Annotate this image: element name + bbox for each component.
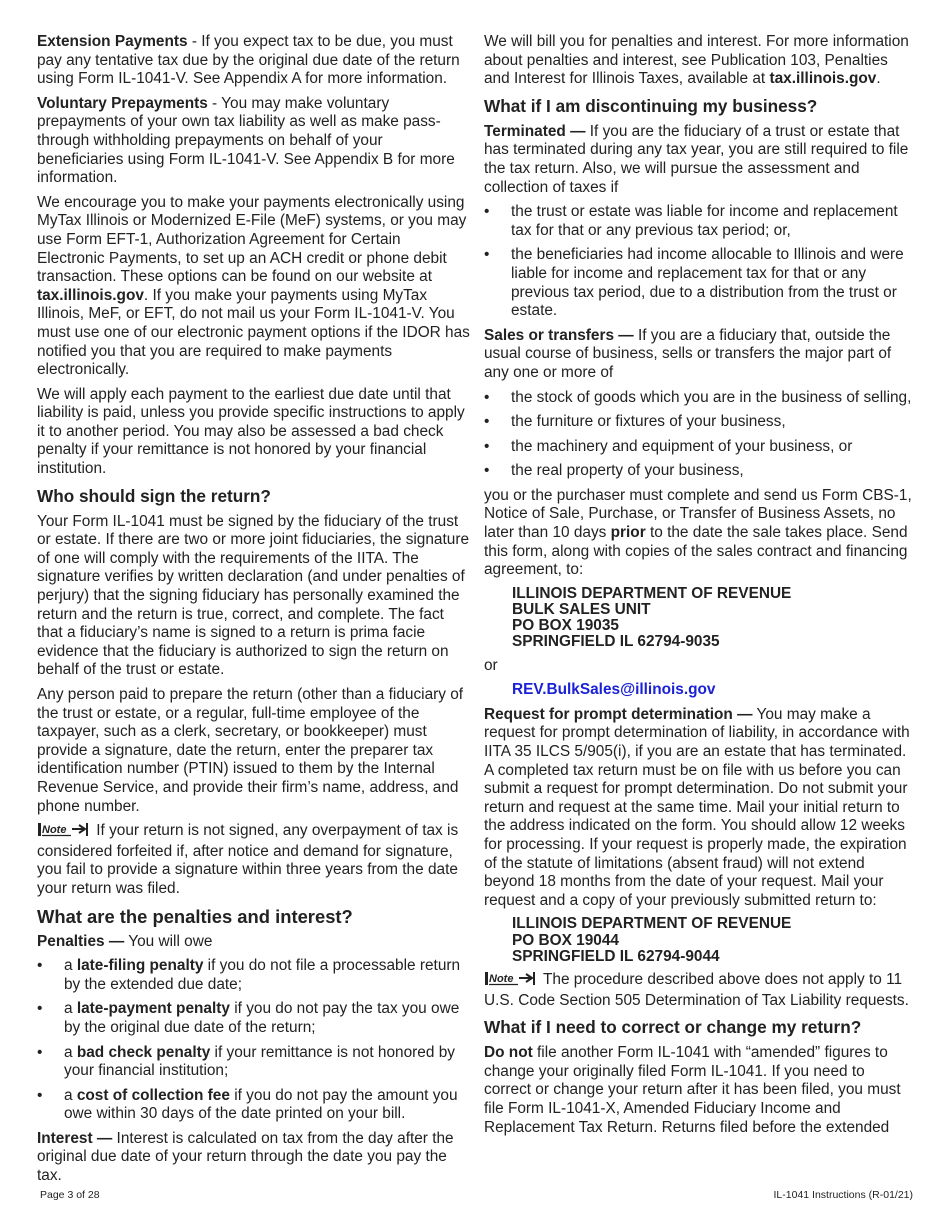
page-number: Page 3 of 28	[40, 1189, 100, 1201]
penalties-intro: Penalties — You will owe	[37, 932, 213, 950]
terminated-list	[484, 203, 916, 321]
voluntary-prepayments-paragraph: Voluntary Prepayments - You may make voluntary prepayments of your own tax liability as well as make pass-through withholding prepayments on behalf of your beneficiaries using Form IL-1041-V. See Appendix B for more information.	[37, 94, 455, 187]
note-unsigned-paragraph: Note If your return is not signed, any overpayment of tax is considered forfeited if, after notice and demand for signature, you fail to provide a signature within three years from the date your return was filed.	[37, 822, 459, 897]
discontinuing-heading: What if I am discontinuing my business?	[484, 95, 818, 116]
svg-text:Note: Note	[489, 972, 514, 985]
prompt-determination-address: ILLINOIS DEPARTMENT OF REVENUE PO BOX 19044 SPRINGFIELD IL 62794-9044	[512, 915, 792, 965]
interest-paragraph: Interest — Interest is calculated on tax from the day after the original due date of your return through the date you pay the tax.	[37, 1129, 454, 1185]
note-icon	[484, 971, 536, 992]
list-item: • a late-filing penalty if you do not file a processable return by the extended due date;	[37, 957, 470, 994]
billing-paragraph: We will bill you for penalties and interest. For more information about penalties and interest, see Publication 103, Penalties and Interest for Illinois Taxes, available at tax.illinois.gov.	[484, 33, 909, 88]
list-item: • a cost of collection fee if you do not pay the amount you owe within 30 days of the date printed on your bill.	[37, 1087, 470, 1124]
list-item: • the furniture or fixtures of your business,	[484, 413, 916, 432]
electronic-payments-paragraph: We encourage you to make your payments electronically using MyTax Illinois or Modernized E-File (MeF) systems, or you may use Form EFT-1, Authorization Agreement for Certain Electronic Payments, to set up an ACH credit or phone debit transaction. These options can be found on our website at tax.illinois.gov. If you make your payments using MyTax Illinois, MeF, or EFT, do not mail us your Form IL-1041-V. You must use one of our electronic payment options if the IDOR has notified you that you are required to make payments electronically.	[37, 193, 470, 379]
or-text: or	[484, 656, 498, 674]
form-identifier: IL-1041 Instructions (R-01/21)	[773, 1189, 913, 1201]
note-icon	[37, 822, 89, 843]
list-item: • the trust or estate was liable for income and replacement tax for that or any previous tax period; or,	[484, 203, 916, 240]
left-column	[37, 33, 470, 1192]
list-item: • the stock of goods which you are in the business of selling,	[484, 389, 916, 408]
list-item: • a late-payment penalty if you do not pay the tax you owe by the original due date of the return;	[37, 1000, 470, 1037]
list-item: • the machinery and equipment of your business, or	[484, 438, 916, 457]
list-item: • a bad check penalty if your remittance is not honored by your financial institution;	[37, 1044, 470, 1081]
extension-payments-paragraph: Extension Payments - If you expect tax to be due, you must pay any tentative tax due by the original due date of the return using Form IL-1041-V. See Appendix A for more information.	[37, 33, 460, 88]
list-item: • the real property of your business,	[484, 462, 916, 481]
penalties-heading: What are the penalties and interest?	[37, 905, 353, 927]
svg-text:Note: Note	[42, 824, 67, 837]
payment-application-paragraph: We will apply each payment to the earliest due date until that liability is paid, unless you provide specific instructions to apply it to another period. You may also be assessed a bad check penalty if your remittance is not honored by your financial institution.	[37, 385, 465, 478]
website-link[interactable]: tax.illinois.gov	[769, 70, 877, 88]
website-link[interactable]: tax.illinois.gov	[37, 286, 144, 304]
sales-list	[484, 389, 916, 481]
amended-paragraph: Do not file another Form IL-1041 with “amended” figures to change your originally filed Form IL-1041. If you need to correct or change your return after it has been filed, you must file Form IL-1041-X, Amended Fiduciary Income and Replacement Tax Return. Returns filed before the extended	[484, 1044, 901, 1136]
purchaser-paragraph: you or the purchaser must complete and send us Form CBS-1, Notice of Sale, Purchase, or Transfer of Business Assets, no later than 10 days prior to the date the sale takes place. Send this form, along with copies of the sales contract and financing agreement, to:	[484, 486, 912, 579]
prompt-determination-paragraph: Request for prompt determination — You may make a request for prompt determination of liability, in accordance with IITA 35 ILCS 5/905(i), if you are an estate that has terminated. A completed tax return must be on file with us before you can submit a request for prompt determination. Do not submit your return and request at the same time. Mail your initial return to the address indicated on the form. You should allow 12 weeks for processing. If your request is properly made, the expiration of the statute of limitations (absent fraud) will not extend beyond 18 months from the date of your request. Mail your request and a copy of your previously submitted return to:	[484, 705, 910, 909]
terminated-paragraph: Terminated — If you are the fiduciary of a trust or estate that has terminated during any tax year, you are still required to file the tax return. Also, we will pursue the assessment and collection of taxes if	[484, 122, 909, 196]
bulk-sales-email-link[interactable]: REV.BulkSales@illinois.gov	[512, 681, 716, 699]
penalties-list	[37, 957, 470, 1124]
fiduciary-sign-paragraph: Your Form IL-1041 must be signed by the fiduciary of the trust or estate. If there are two or more joint fiduciaries, the signature of one will comply with the requirements of the IITA. The signature verifies by written declaration (and under penalties of perjury) that the signing fiduciary has personally examined the return and the return is true, correct, and complete. The fact that a fiduciary’s name is signed to a return is prima facie evidence that the fiduciary is authorized to sign the return on behalf of the trust or estate.	[37, 512, 470, 679]
preparer-sign-paragraph: Any person paid to prepare the return (other than a fiduciary of the trust or estate, or a regular, full-time employee of the taxpayer, such as a clerk, secretary, or bookkeeper) must provide a signature, date the return, enter the preparer tax identification number (PTIN) issued to them by the Internal Revenue Service, and provide their firm’s name, address, and phone number.	[37, 686, 464, 815]
note-procedure-paragraph: Note The procedure described above does not apply to 11 U.S. Code Section 505 Determination of Tax Liability requests.	[484, 970, 909, 1009]
right-column	[484, 33, 916, 1143]
list-item: • the beneficiaries had income allocable to Illinois and were liable for income and replacement tax for that or any previous tax period, due to a distribution from the trust or estate.	[484, 246, 916, 320]
sales-paragraph: Sales or transfers — If you are a fiduciary that, outside the usual course of business, sells or transfers the major part of any one or more of	[484, 326, 892, 381]
bulk-sales-address: ILLINOIS DEPARTMENT OF REVENUE BULK SALES UNIT PO BOX 19035 SPRINGFIELD IL 62794-9035	[512, 584, 792, 651]
correct-return-heading: What if I need to correct or change my return?	[484, 1017, 862, 1038]
sign-return-heading: Who should sign the return?	[37, 485, 271, 506]
